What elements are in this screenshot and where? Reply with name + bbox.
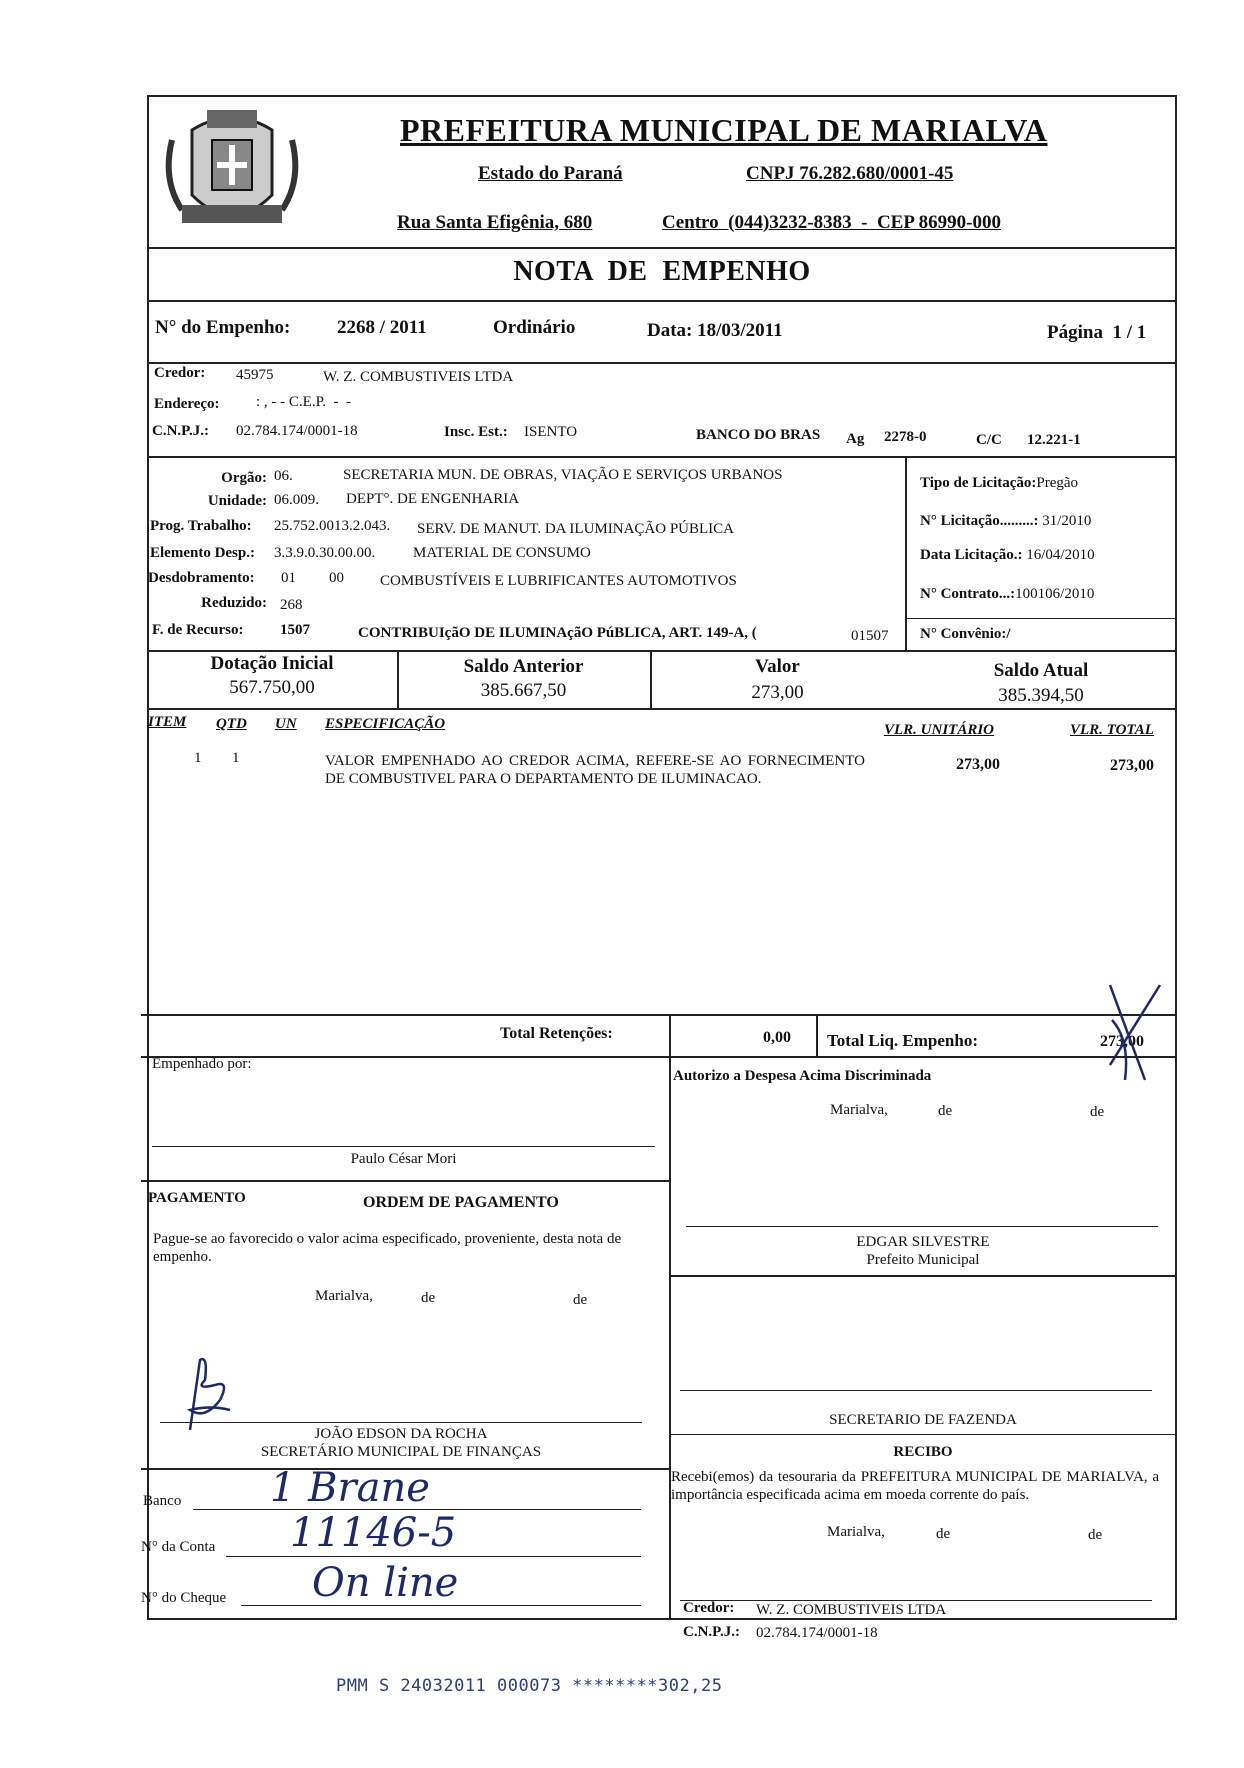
recurso-code: 1507: [280, 622, 310, 638]
recurso-value: CONTRIBUIçãO DE ILUMINAçãO PúBLICA, ART. 149-A, (: [358, 625, 757, 641]
empenhado-label: Empenhado por:: [152, 1056, 252, 1072]
row-qtd: 1: [232, 750, 240, 766]
num-licitacao: [920, 513, 1091, 530]
row-total: 273,00: [1110, 757, 1154, 774]
prefeito-cargo: Prefeito Municipal: [866, 1252, 980, 1268]
prog-value: SERV. DE MANUT. DA ILUMINAÇÃO PÚBLICA: [417, 521, 735, 537]
de-3: de: [421, 1290, 436, 1306]
endereco-label: Endereço:: [154, 396, 220, 412]
valor-label: Valor: [755, 656, 800, 677]
col-qtd: QTD: [216, 716, 247, 732]
elemento-code: 3.3.9.0.30.00.00.: [274, 545, 376, 561]
recibo-credor-value: W. Z. COMBUSTIVEIS LTDA: [756, 1602, 947, 1618]
prog-label: Prog. Trabalho:: [150, 518, 252, 534]
recibo-label: RECIBO: [893, 1444, 953, 1460]
num-contrato-label: N° Contrato...:: [920, 586, 1016, 602]
credor-name: W. Z. COMBUSTIVEIS LTDA: [323, 369, 514, 385]
secfaz-label: SECRETARIO DE FAZENDA: [829, 1412, 1017, 1428]
retencoes-label: Total Retenções:: [500, 1025, 613, 1042]
recibo-credor-label: Credor:: [683, 1600, 735, 1616]
recurso-num: 01507: [851, 628, 889, 644]
recurso-label: F. de Recurso:: [152, 622, 244, 638]
reduzido-label: Reduzido:: [201, 595, 267, 611]
orgao-value: SECRETARIA MUN. DE OBRAS, VIAÇÃO E SERVIÇOS URBANOS: [343, 467, 783, 483]
credor-code: 45975: [236, 367, 274, 383]
agencia-label: Ag: [846, 431, 865, 447]
tipo-licitacao-label: Tipo de Licitação:: [920, 475, 1037, 491]
pague-text: Pague-se ao favorecido o valor acima especificado, proveniente, desta nota de empenho.: [153, 1231, 622, 1265]
banco-handwritten: 1 Brane: [270, 1465, 430, 1511]
marialva-autorizo: Marialva,: [830, 1102, 888, 1118]
saldo-atual-label: Saldo Atual: [993, 660, 1089, 681]
de-1: de: [938, 1103, 953, 1119]
endereco-value: : , - - C.E.P. - -: [256, 394, 351, 410]
row-spec: VALOR EMPENHADO AO CREDOR ACIMA, REFERE-SE AO FORNECIMENTO DE COMBUSTIVEL PARA O DEPARTAMENTO DE ILUMINACAO.: [325, 753, 865, 787]
credor-label: Credor:: [154, 365, 206, 381]
num-licitacao-label: N° Licitação.........:: [920, 513, 1039, 529]
col-total: VLR. TOTAL: [1070, 722, 1154, 738]
data-licitacao-label: Data Licitação.:: [920, 547, 1023, 563]
insc-value: ISENTO: [524, 424, 578, 440]
cc-label: C/C: [976, 432, 1002, 448]
orgao-label: Orgão:: [221, 470, 267, 486]
row-unit: 273,00: [956, 756, 1000, 773]
empenho-number: 2268 / 2011: [337, 317, 427, 338]
col-item: ITEM: [148, 714, 187, 730]
unidade-label: Unidade:: [207, 493, 267, 509]
elemento-value: MATERIAL DE CONSUMO: [413, 545, 591, 561]
cnpj-credor-label: C.N.P.J.:: [152, 423, 209, 439]
empenho-type: Ordinário: [493, 317, 576, 338]
empenho-date: Data: 18/03/2011: [647, 320, 783, 341]
desdobramento-label: Desdobramento:: [148, 570, 255, 586]
autorizo-label: Autorizo a Despesa Acima Discriminada: [673, 1068, 932, 1084]
orgao-code: 06.: [274, 468, 293, 484]
banco-label: BANCO DO BRAS: [696, 427, 821, 443]
liq-value: 273,00: [1100, 1033, 1144, 1050]
bank-stamp: PMM S 24032011 000073 ********302,25: [336, 1676, 723, 1696]
dotacao-label: Dotação Inicial: [210, 653, 334, 674]
address-label: Rua Santa Efigênia, 680: [397, 212, 593, 233]
cc-value: 12.221-1: [1027, 432, 1081, 448]
unidade-code: 06.009.: [274, 492, 319, 508]
prog-code: 25.752.0013.2.043.: [274, 518, 391, 534]
recibo-cnpj-value: 02.784.174/0001-18: [756, 1625, 878, 1641]
agencia-value: 2278-0: [884, 429, 927, 445]
pagamento-label: PAGAMENTO: [148, 1190, 246, 1206]
dotacao-value: 567.750,00: [229, 677, 315, 698]
elemento-label: Elemento Desp.:: [150, 545, 255, 561]
secfin-cargo: SECRETÁRIO MUNICIPAL DE FINANÇAS: [260, 1444, 542, 1460]
desdobramento-value: COMBUSTÍVEIS E LUBRIFICANTES AUTOMOTIVOS: [380, 573, 737, 589]
reduzido-value: 268: [280, 597, 303, 613]
cheque-label: N° do Cheque: [141, 1590, 227, 1606]
de-4: de: [573, 1292, 588, 1308]
cnpj-credor-value: 02.784.174/0001-18: [236, 423, 358, 439]
col-unit: VLR. UNITÁRIO: [884, 722, 995, 738]
unidade-value: DEPT°. DE ENGENHARIA: [346, 491, 520, 507]
insc-label: Insc. Est.:: [444, 424, 508, 440]
de-2: de: [1090, 1104, 1105, 1120]
num-convenio-label: N° Convênio:/: [920, 626, 1011, 642]
row-item: 1: [194, 750, 202, 766]
banco-pag-label: Banco: [143, 1493, 182, 1509]
valor-value: 273,00: [751, 682, 804, 703]
check-mark-scribble: [1100, 980, 1170, 1090]
desdobramento-a: 01: [281, 570, 296, 586]
saldo-atual-value: 385.394,50: [998, 685, 1084, 706]
data-licitacao: [920, 547, 1095, 564]
secfin-nome: JOÃO EDSON DA ROCHA: [314, 1426, 488, 1442]
num-contrato-value: 100106/2010: [1015, 586, 1095, 602]
doc-title: NOTA DE EMPENHO: [513, 256, 811, 287]
num-contrato: [920, 586, 1094, 603]
coat-of-arms-logo: [152, 100, 312, 250]
conta-handwritten: 11146-5: [290, 1510, 457, 1556]
prefeitura-title: PREFEITURA MUNICIPAL DE MARIALVA: [400, 112, 1048, 148]
retencoes-value: 0,00: [763, 1029, 791, 1046]
saldo-anterior-value: 385.667,50: [480, 680, 567, 701]
num-licitacao-value: 31/2010: [1042, 513, 1092, 529]
de-6: de: [1088, 1527, 1103, 1543]
empenhado-nome: Paulo César Mori: [350, 1151, 457, 1167]
recibo-cnpj-label: C.N.P.J.:: [683, 1624, 740, 1640]
tipo-licitacao: [920, 475, 1078, 492]
liq-label: Total Liq. Empenho:: [827, 1031, 978, 1050]
saldo-anterior-label: Saldo Anterior: [463, 656, 584, 677]
desdobramento-b: 00: [329, 570, 344, 586]
data-licitacao-value: 16/04/2010: [1026, 547, 1095, 563]
cheque-handwritten: On line: [312, 1560, 459, 1606]
contact-label: Centro (044)3232-8383 - CEP 86990-000: [662, 212, 1001, 233]
recibo-text: Recebi(emos) da tesouraria da PREFEITURA MUNICIPAL DE MARIALVA, a importância especificada acima em moeda corrente do país.: [671, 1469, 1159, 1503]
conta-label: N° da Conta: [141, 1539, 216, 1555]
state-label: Estado do Paraná: [478, 163, 623, 184]
marialva-recibo: Marialva,: [827, 1524, 885, 1540]
marialva-pagamento: Marialva,: [315, 1288, 373, 1304]
prefeito-nome: EDGAR SILVESTRE: [856, 1234, 990, 1250]
de-5: de: [936, 1526, 951, 1542]
col-spec: ESPECIFICAÇÃO: [325, 716, 446, 732]
ordem-label: ORDEM DE PAGAMENTO: [363, 1194, 559, 1211]
cnpj-label: CNPJ 76.282.680/0001-45: [746, 163, 954, 184]
col-un: UN: [275, 716, 297, 732]
page-number: Página 1 / 1: [1047, 322, 1147, 343]
tipo-licitacao-value: Pregão: [1036, 475, 1079, 491]
empenho-label: N° do Empenho:: [155, 317, 291, 338]
